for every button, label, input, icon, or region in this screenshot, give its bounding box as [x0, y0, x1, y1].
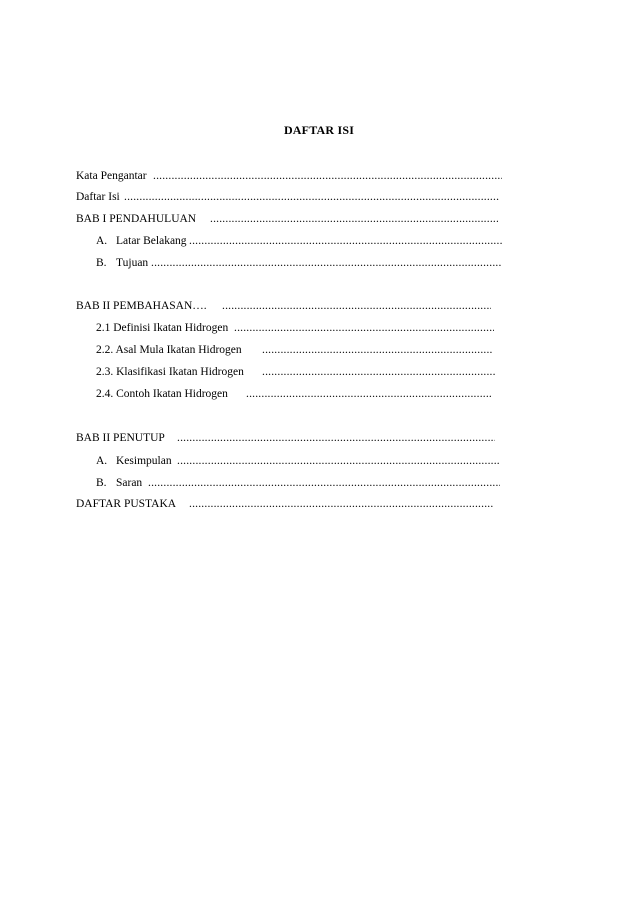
toc-entry-daftar-isi [76, 189, 499, 205]
page-title: DAFTAR ISI [283, 123, 355, 137]
toc-entry-text: 2.3. Klasifikasi Ikatan Hidrogen [96, 366, 244, 378]
dot-leader [153, 168, 502, 184]
dot-leader [177, 453, 499, 469]
toc-entry-text: DAFTAR PUSTAKA [76, 498, 177, 510]
toc-entry-text: BAB II PEMBAHASAN…. [76, 300, 207, 312]
toc-entry-text: 2.1 Definisi Ikatan Hidrogen [96, 322, 229, 334]
toc-entry-2-2 [96, 342, 493, 358]
dot-leader [148, 475, 500, 491]
toc-entry-text: BAB II PENUTUP [76, 432, 165, 444]
toc-entry-bab-1 [76, 211, 498, 227]
toc-entry-text: BAB I PENDAHULUAN [76, 213, 197, 225]
toc-entry-label: A. [96, 235, 108, 247]
dot-leader [222, 298, 491, 314]
dot-leader [189, 496, 493, 512]
dot-leader [124, 189, 499, 205]
toc-entry-text: Latar Belakang [116, 235, 187, 247]
toc-entry-label: B. [96, 477, 107, 489]
toc-entry-kata-pengantar [76, 168, 502, 184]
dot-leader [210, 211, 498, 227]
dot-leader [262, 364, 495, 380]
toc-entry-2-1 [96, 320, 494, 336]
toc-entry-text: Tujuan [116, 257, 149, 269]
toc-entry-bab-2 [76, 298, 491, 314]
dot-leader [234, 320, 494, 336]
toc-entry-bab-penutup [76, 430, 495, 446]
dot-leader [246, 386, 491, 402]
toc-entry-text: Kesimpulan [116, 455, 172, 467]
toc-entry-text: Saran [116, 477, 143, 489]
toc-entry-text: 2.4. Contoh Ikatan Hidrogen [96, 388, 228, 400]
toc-entry-kesimpulan [96, 453, 499, 469]
toc-entry-saran [96, 475, 500, 491]
toc-entry-text: Daftar Isi [76, 191, 120, 203]
toc-entry-daftar-pustaka [76, 496, 493, 512]
toc-entry-text: Kata Pengantar [76, 170, 147, 182]
dot-leader [151, 255, 502, 271]
toc-entry-text: 2.2. Asal Mula Ikatan Hidrogen [96, 344, 242, 356]
toc-entry-label: B. [96, 257, 107, 269]
toc-entry-latar-belakang [96, 233, 503, 249]
toc-entry-2-3 [96, 364, 495, 380]
toc-entry-label: A. [96, 455, 108, 467]
dot-leader [177, 430, 495, 446]
dot-leader [189, 233, 503, 249]
toc-entry-tujuan [96, 255, 502, 271]
dot-leader [262, 342, 493, 358]
toc-entry-2-4 [96, 386, 491, 402]
